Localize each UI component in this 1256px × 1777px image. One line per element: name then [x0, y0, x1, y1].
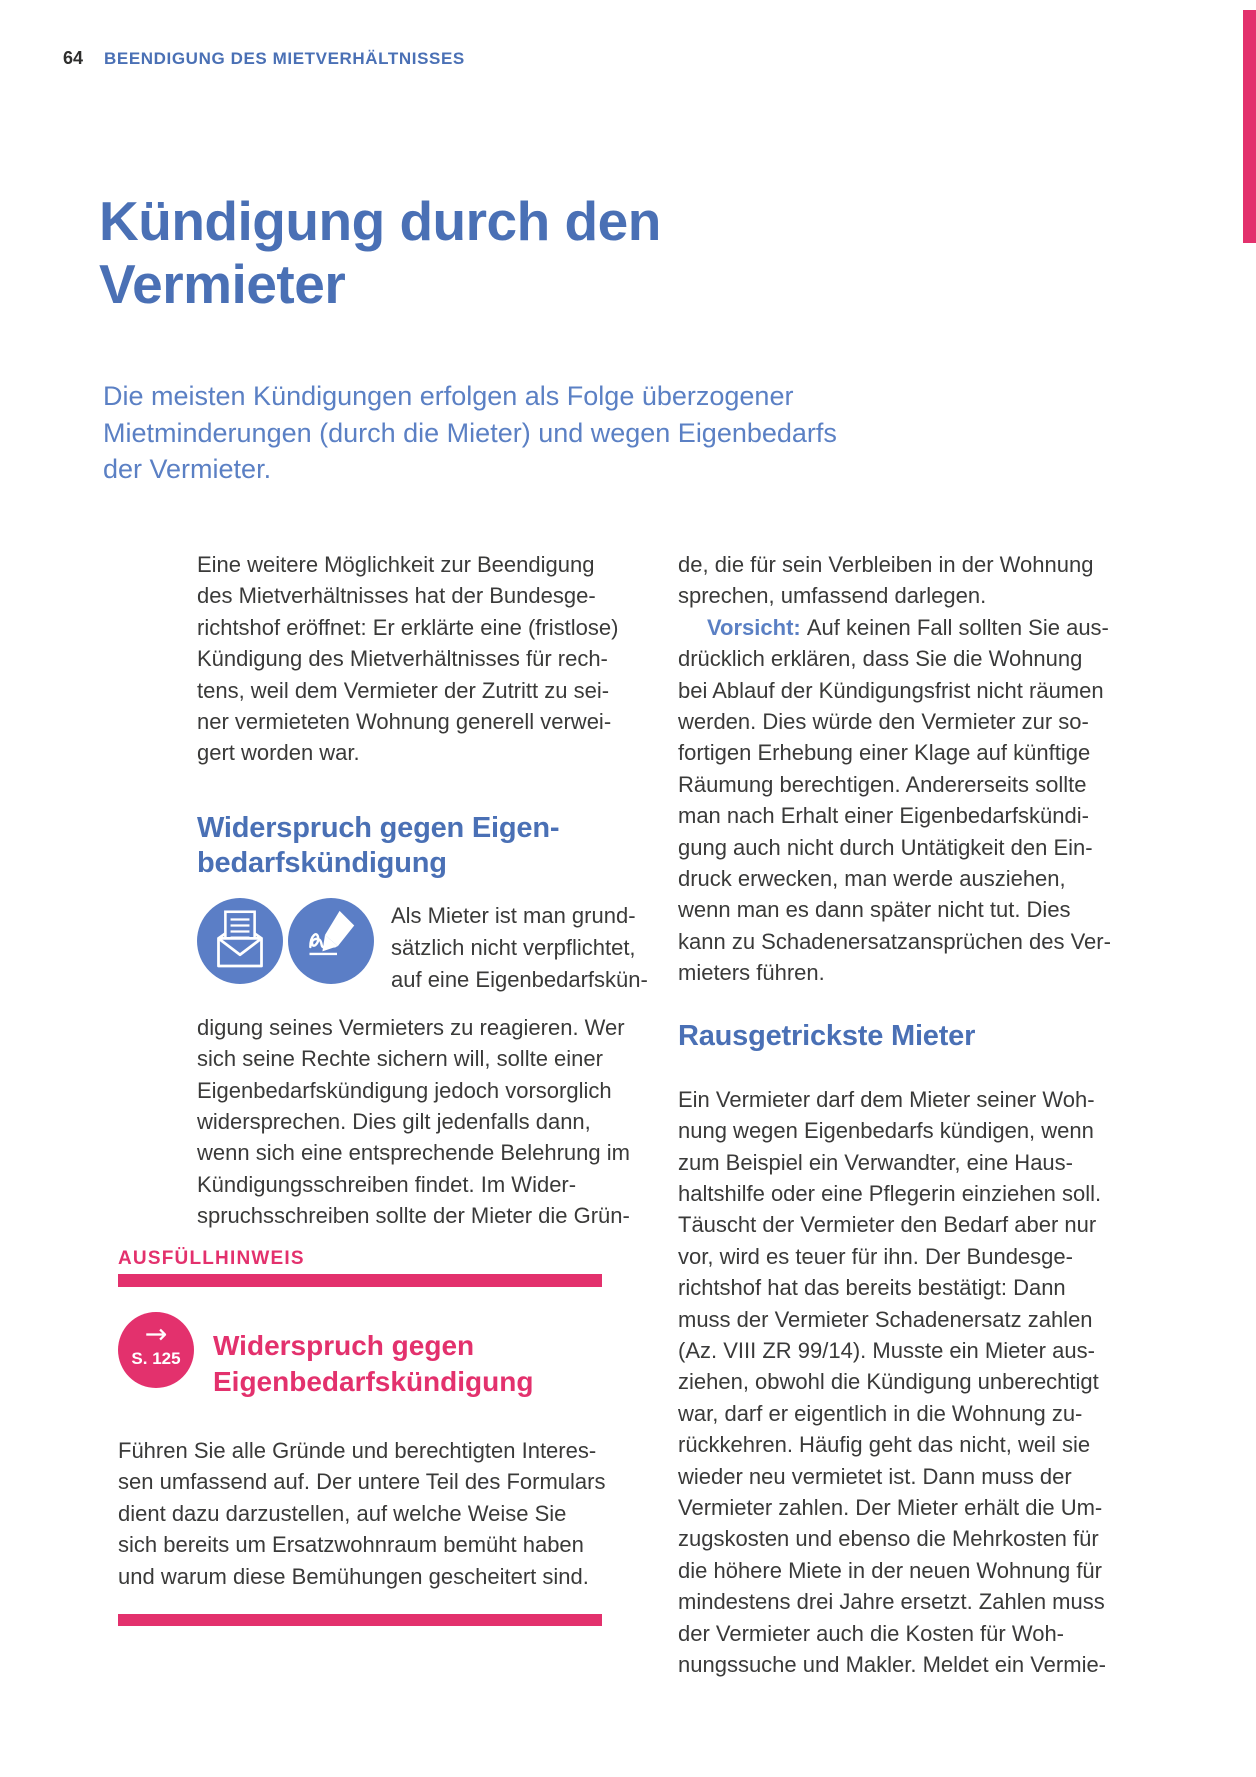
- text-line: bei Ablauf der Kündigungsfrist nicht räumen: [678, 677, 1104, 703]
- text-line: Eigenbedarfskündigung jedoch vorsorglich: [197, 1077, 612, 1103]
- text-line: drücklich erklären, dass Sie die Wohnung: [678, 646, 1083, 672]
- text-line: des Mietverhältnisses hat der Bundesge-: [197, 583, 596, 609]
- intro-paragraph: [197, 549, 619, 769]
- text-line: Widerspruch gegen: [213, 1330, 475, 1361]
- text-line: und warum diese Bemühungen gescheitert sind.: [118, 1563, 589, 1589]
- text-line: der Vermieter auch die Kosten für Woh-: [678, 1620, 1065, 1646]
- paragraph-after-icons: [197, 1012, 630, 1232]
- text-line: zugskosten und ebenso die Mehrkosten für: [678, 1526, 1099, 1552]
- text-line: (Az. VIII ZR 99/14). Musste ein Mieter aus-: [678, 1337, 1095, 1363]
- text-line: vor, wird es teuer für ihn. Der Bundesge-: [678, 1243, 1073, 1269]
- text-line: Vorsicht: Auf keinen Fall sollten Sie aus-: [707, 614, 1109, 640]
- chapter-edge-tab: [1243, 10, 1256, 243]
- text-line: mieters führen.: [678, 960, 825, 986]
- paragraph-beside-icons: [391, 898, 648, 996]
- text-line: man nach Erhalt einer Eigenbedarfskündi-: [678, 803, 1089, 829]
- text-line: sich bereits um Ersatzwohnraum bemüht haben: [118, 1532, 584, 1558]
- page-ref-badge: [118, 1312, 194, 1388]
- text-line: war, darf er eigentlich in die Wohnung zu-: [678, 1400, 1083, 1426]
- signature-pen-icon: [288, 898, 374, 984]
- text-line: Die meisten Kündigungen erfolgen als Folge überzogener: [103, 381, 794, 411]
- text-line: haltshilfe oder eine Pflegerin einziehen soll.: [678, 1180, 1102, 1206]
- text-line: Vermieter zahlen. Der Mieter erhält die Um-: [678, 1494, 1103, 1520]
- vorsicht-paragraph: [678, 612, 1114, 989]
- page-number: 64: [63, 48, 84, 68]
- page-title: [99, 190, 661, 316]
- fill-in-hint-block: [118, 1248, 618, 1626]
- text-line: sprechen, umfassend darlegen.: [678, 583, 987, 609]
- arrow-right-icon: →: [144, 1319, 168, 1350]
- hint-body-paragraph: [118, 1435, 618, 1592]
- text-line: nungssuche und Makler. Meldet ein Vermie-: [678, 1652, 1107, 1677]
- text-line: gert worden war.: [197, 740, 360, 766]
- text-line: sen umfassend auf. Der untere Teil des Formulars: [118, 1469, 606, 1495]
- text-line: werden. Dies würde den Vermieter zur so-: [678, 709, 1089, 735]
- text-line: fortigen Erhebung einer Klage auf künftige: [678, 740, 1091, 766]
- text-line: rückkehren. Häufig geht das nicht, weil sie: [678, 1432, 1091, 1458]
- running-head: [63, 48, 465, 69]
- paragraph-lead: Vorsicht:: [707, 614, 807, 640]
- text-line: Führen Sie alle Gründe und berechtigten Interes-: [118, 1438, 597, 1463]
- letter-envelope-svg: [197, 898, 283, 984]
- text-line: Kündigung durch den: [99, 190, 661, 252]
- text-line: druck erwecken, man werde ausziehen,: [678, 866, 1066, 892]
- text-line: bedarfskündigung: [197, 846, 447, 879]
- text-line: der Vermieter.: [103, 454, 272, 484]
- text-line: wenn man es dann später nicht tut. Dies: [678, 897, 1071, 923]
- text-line: richtshof eröffnet: Er erklärte eine (fristlose): [197, 614, 619, 640]
- text-line: wenn sich eine entsprechende Belehrung im: [197, 1140, 630, 1166]
- text-line: mindestens drei Jahre ersetzt. Zahlen muss: [678, 1589, 1105, 1615]
- text-line: Kündigung des Mietverhältnisses für rech-: [197, 646, 608, 672]
- text-line: sich seine Rechte sichern will, sollte einer: [197, 1046, 603, 1072]
- text-line: kann zu Schadenersatzansprüchen des Ver-: [678, 928, 1111, 954]
- text-line: gung auch nicht durch Untätigkeit den Ein-: [678, 834, 1093, 860]
- hint-badge-row: [118, 1312, 618, 1400]
- text-line: muss der Vermieter Schadenersatz zahlen: [678, 1306, 1093, 1332]
- text-line: Eigenbedarfskündigung: [213, 1366, 534, 1397]
- hint-label: AUSFÜLLHINWEIS: [118, 1248, 305, 1269]
- text-line: ziehen, obwohl die Kündigung unberechtigt: [678, 1369, 1099, 1395]
- hint-heading: [213, 1328, 533, 1400]
- section-heading-widerspruch: [197, 811, 602, 881]
- text-line: tens, weil dem Vermieter der Zutritt zu sei-: [197, 677, 610, 703]
- left-column: [197, 549, 648, 1232]
- text-line: zum Beispiel ein Verwandter, eine Haus-: [678, 1149, 1073, 1175]
- text-line: digung seines Vermieters zu reagieren. Wer: [197, 1014, 625, 1040]
- text-line: Kündigungsschreiben findet. Im Wider-: [197, 1171, 577, 1197]
- text-line: Eine weitere Möglichkeit zur Beendigung: [197, 552, 595, 577]
- text-line: auf eine Eigenbedarfskün-: [391, 966, 648, 992]
- text-line: Mietminderungen (durch die Mieter) und wegen Eigenbedarfs: [103, 417, 837, 448]
- text-line: Täuscht der Vermieter den Bedarf aber nur: [678, 1212, 1097, 1238]
- text-line: de, die für sein Verbleiben in der Wohnung: [678, 552, 1094, 577]
- hint-top-bar: [118, 1274, 602, 1287]
- text-line: sätzlich nicht verpflichtet,: [391, 934, 636, 960]
- chapter-title: BEENDIGUNG DES MIETVERHÄLTNISSES: [104, 49, 465, 68]
- hint-bottom-bar: [118, 1614, 602, 1626]
- text-line: wieder neu vermietet ist. Dann muss der: [678, 1463, 1072, 1489]
- continuation-paragraph: [678, 549, 1114, 612]
- text-line: ner vermieteten Wohnung generell verwei-: [197, 709, 612, 735]
- text-line: die höhere Miete in der neuen Wohnung für: [678, 1557, 1102, 1583]
- icon-row: [197, 898, 648, 996]
- text-line: richtshof hat das bereits bestätigt: Dann: [678, 1275, 1066, 1301]
- letter-envelope-icon: [197, 898, 283, 984]
- page-subtitle: [103, 378, 837, 488]
- text-line: Räumung berechtigen. Andererseits sollte: [678, 771, 1087, 797]
- text-line: dient dazu darzustellen, auf welche Weise Sie: [118, 1500, 567, 1526]
- text-line: widersprechen. Dies gilt jedenfalls dann,: [197, 1109, 591, 1135]
- signature-pen-svg: [288, 898, 374, 984]
- text-line: Als Mieter ist man grund-: [391, 902, 636, 928]
- section-heading-rausgetrickste: Rausgetrickste Mieter: [678, 1019, 976, 1052]
- text-line: Ein Vermieter darf dem Mieter seiner Woh-: [678, 1086, 1095, 1112]
- text-line: nung wegen Eigenbedarfs kündigen, wenn: [678, 1118, 1094, 1144]
- text-line: Widerspruch gegen Eigen-: [197, 811, 560, 844]
- right-column: [678, 549, 1114, 1680]
- rausgetrickste-paragraph: [678, 1084, 1114, 1681]
- text-line: Vermieter: [99, 253, 346, 315]
- page-ref-label: S. 125: [131, 1349, 181, 1368]
- text-line: spruchsschreiben sollte der Mieter die Grün-: [197, 1203, 630, 1229]
